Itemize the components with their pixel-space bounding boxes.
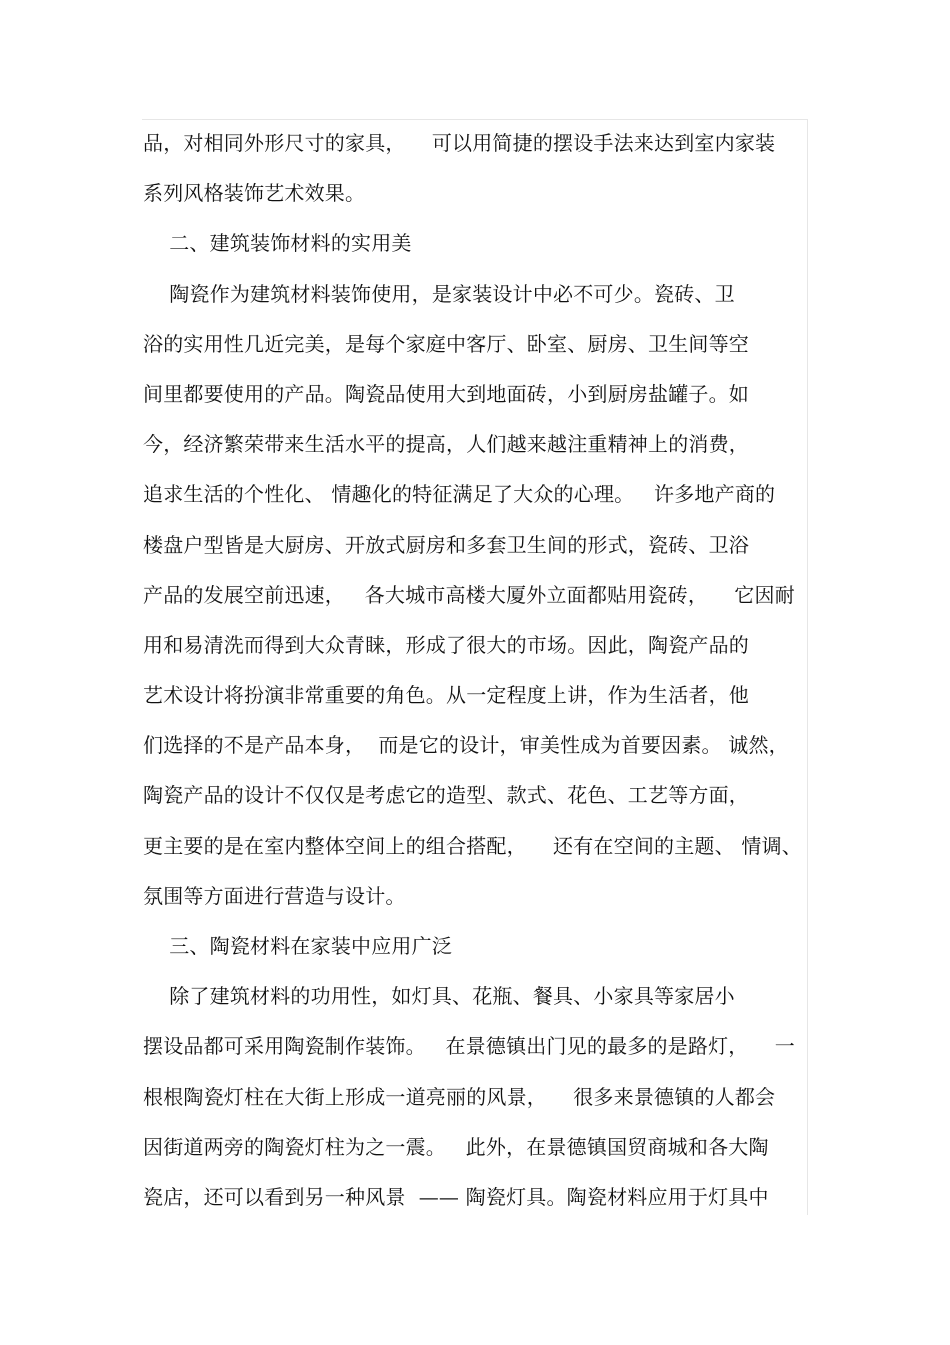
text-line: 陶瓷产品的设计不仅仅是考虑它的造型、款式、花色、工艺等方面， [143, 783, 749, 808]
document-text [143, 118, 815, 1222]
text-line: 今，经济繁荣带来生活水平的提高，人们越来越注重精神上的消费， [143, 432, 749, 457]
text-line: 除了建筑材料的功用性，如灯具、花瓶、餐具、小家具等家居小 [143, 984, 735, 1009]
text-line: 楼盘户型皆是大厨房、开放式厨房和多套卫生间的形式，瓷砖、卫浴 [143, 532, 749, 557]
text-line: 氛围等方面进行营造与设计。 [143, 883, 406, 908]
section-heading: 三、陶瓷材料在家装中应用广泛 [143, 934, 453, 958]
text-line: 陶瓷作为建筑材料装饰使用，是家装设计中必不可少。瓷砖、卫 [143, 281, 735, 306]
text-line: 用和易清洗而得到大众青睐，形成了很大的市场。因此，陶瓷产品的 [143, 632, 749, 657]
text-line: 浴的实用性几近完美，是每个家庭中客厅、卧室、厨房、卫生间等空 [143, 331, 749, 356]
text-line: 摆设品都可采用陶瓷制作装饰。 在景德镇出门见的最多的是路灯， 一 [143, 1034, 795, 1059]
text-line: 更主要的是在室内整体空间上的组合搭配， 还有在空间的主题、 情调、 [143, 833, 802, 858]
text-line: 系列风格装饰艺术效果。 [143, 181, 366, 206]
text-line: 们选择的不是产品本身， 而是它的设计，审美性成为首要因素。 诚然， [143, 733, 789, 758]
text-line: 根根陶瓷灯柱在大街上形成一道亮丽的风景， 很多来景德镇的人都会 [143, 1084, 776, 1109]
text-line: 品，对相同外形尺寸的家具， 可以用简捷的摆设手法来达到室内家装 [143, 131, 776, 155]
text-line: 间里都要使用的产品。陶瓷品使用大到地面砖，小到厨房盐罐子。如 [143, 381, 749, 406]
text-line: 追求生活的个性化、 情趣化的特征满足了大众的心理。 许多地产商的 [143, 482, 776, 507]
text-line: 产品的发展空前迅速， 各大城市高楼大厦外立面都贴用瓷砖， 它因耐 [143, 582, 795, 607]
section-heading: 二、建筑装饰材料的实用美 [143, 231, 412, 256]
text-line: 艺术设计将扮演非常重要的角色。从一定程度上讲，作为生活者，他 [143, 683, 749, 708]
text-line: 因街道两旁的陶瓷灯柱为之一震。 此外，在景德镇国贸商城和各大陶 [143, 1134, 769, 1159]
text-line: 瓷店，还可以看到另一种风景 —— 陶瓷灯具。陶瓷材料应用于灯具中 [143, 1184, 769, 1209]
